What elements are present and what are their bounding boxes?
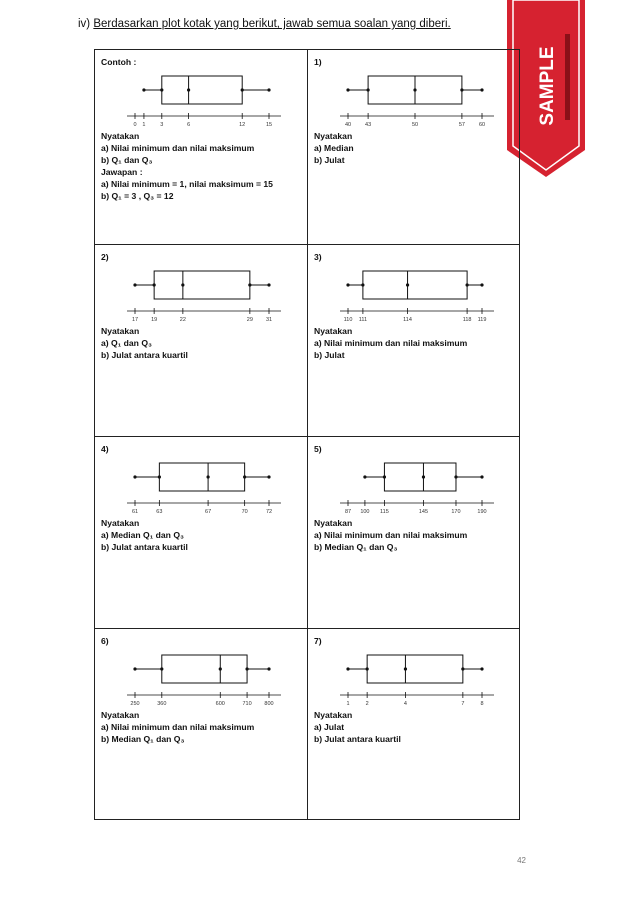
axis-tick-label: 360 (157, 701, 167, 705)
point-q1 (158, 475, 161, 478)
axis-ticks (130, 692, 273, 705)
point-q1 (366, 667, 369, 670)
axis-tick-label: 19 (151, 317, 158, 321)
axis-tick-label: 50 (411, 122, 419, 126)
axis-tick-label: 67 (205, 509, 212, 513)
axis-ticks (344, 308, 487, 321)
point-max (480, 283, 483, 286)
axis-tick-label: 8 (480, 701, 484, 705)
point-q1 (153, 283, 156, 286)
point-median (422, 475, 425, 478)
question-line: Nyatakan (314, 326, 353, 336)
question-text (314, 325, 514, 361)
sample-stamp-text: SAMPLE (537, 46, 558, 126)
point-q3 (243, 475, 246, 478)
point-q3 (460, 88, 463, 91)
point-q3 (241, 88, 244, 91)
question-line: Nyatakan (101, 518, 140, 528)
point-q1 (160, 88, 163, 91)
point-q3 (466, 283, 469, 286)
axis-ticks (345, 113, 485, 126)
question-line: a) Nilai minimum = 1, nilai maksimum = 15 (101, 179, 273, 189)
point-min (346, 88, 349, 91)
question-text (314, 709, 514, 745)
point-q1 (361, 283, 364, 286)
question-cell (308, 629, 520, 820)
point-median (406, 283, 409, 286)
heading-prefix: iv) (78, 18, 94, 30)
axis-tick-label: 100 (360, 509, 370, 513)
axis-tick-label: 2 (365, 701, 369, 705)
axis-tick-label: 115 (380, 509, 389, 513)
axis-tick-label: 1 (346, 701, 350, 705)
question-line: a) Nilai minimum dan nilai maksimum (314, 338, 468, 348)
question-label: 2) (101, 252, 109, 262)
quartile-box (162, 655, 247, 683)
point-median (206, 475, 209, 478)
question-line: Nyatakan (314, 131, 353, 141)
question-line: a) Nilai minimum dan nilai maksimum (314, 530, 468, 540)
question-label: Contoh : (101, 57, 137, 67)
point-median (219, 667, 222, 670)
axis-tick-label: 119 (477, 317, 487, 321)
box-plot (101, 265, 301, 321)
axis-tick-label: 15 (265, 122, 273, 126)
question-line: b) Median Q₁ dan Q₃ (101, 734, 185, 744)
question-text (314, 130, 514, 166)
axis-tick-label: 0 (133, 122, 137, 126)
point-median (413, 88, 416, 91)
axis-tick-label: 110 (343, 317, 353, 321)
point-min (133, 283, 136, 286)
axis-tick-label: 72 (265, 509, 273, 513)
point-min (346, 667, 349, 670)
axis-tick-label: 250 (130, 701, 140, 705)
point-max (480, 475, 483, 478)
axis-tick-label: 111 (358, 317, 368, 321)
question-grid (94, 49, 520, 820)
question-cell (308, 437, 520, 629)
point-max (267, 283, 270, 286)
question-cell (308, 50, 520, 245)
question-line: a) Nilai minimum dan nilai maksimum (101, 722, 255, 732)
question-line: b) Julat (314, 350, 345, 360)
question-line: a) Nilai minimum dan nilai maksimum (101, 143, 255, 153)
axis-ticks (345, 500, 487, 513)
quartile-box (159, 463, 244, 491)
point-min (346, 283, 349, 286)
question-cell (95, 50, 308, 245)
point-min (142, 88, 145, 91)
box-plot (101, 457, 301, 513)
axis-tick-label: 57 (458, 122, 465, 126)
question-label: 4) (101, 444, 109, 454)
question-text (314, 517, 514, 553)
axis-tick-label: 60 (478, 122, 486, 126)
point-min (363, 475, 366, 478)
box-plot (314, 70, 514, 126)
axis-tick-label: 61 (131, 509, 139, 513)
question-line: Nyatakan (314, 710, 353, 720)
box-plot (314, 457, 514, 513)
axis-tick-label: 29 (246, 317, 253, 321)
axis-tick-label: 710 (242, 701, 252, 705)
point-max (267, 667, 270, 670)
axis-tick-label: 145 (418, 509, 429, 513)
axis-tick-label: 118 (462, 317, 472, 321)
axis-tick-label: 800 (264, 701, 274, 705)
question-line: b) Median Q₁ dan Q₃ (314, 542, 398, 552)
box-plot (314, 649, 514, 705)
question-cell (308, 245, 520, 437)
axis-tick-label: 600 (215, 701, 225, 705)
axis-ticks (132, 308, 272, 321)
question-line: b) Q₁ dan Q₃ (101, 155, 153, 165)
question-line: a) Median (314, 143, 354, 153)
question-cell (95, 629, 308, 820)
question-text (101, 325, 301, 361)
axis-tick-label: 70 (241, 509, 248, 513)
point-q1 (160, 667, 163, 670)
axis-tick-label: 3 (160, 122, 164, 126)
quartile-box (384, 463, 456, 491)
question-text (101, 517, 301, 553)
question-line: Nyatakan (101, 131, 140, 141)
question-line: Nyatakan (101, 710, 140, 720)
axis-tick-label: 1 (142, 122, 146, 126)
axis-tick-label: 190 (477, 509, 487, 513)
question-cell (95, 437, 308, 629)
axis-ticks (346, 692, 483, 705)
point-q3 (461, 667, 464, 670)
point-q3 (454, 475, 457, 478)
heading-text: Berdasarkan plot kotak yang berikut, jawab semua soalan yang diberi. (93, 18, 451, 30)
question-line: b) Julat (314, 155, 345, 165)
question-line: a) Julat (314, 722, 345, 732)
box-plot (101, 70, 301, 126)
point-min (133, 475, 136, 478)
axis-tick-label: 114 (403, 317, 412, 321)
page-number: 42 (517, 856, 526, 865)
axis-tick-label: 40 (344, 122, 352, 126)
question-line: b) Julat antara kuartil (314, 734, 401, 744)
quartile-box (154, 271, 250, 299)
question-label: 3) (314, 252, 322, 262)
question-line: Nyatakan (101, 326, 140, 336)
question-line: a) Q₁ dan Q₃ (101, 338, 152, 348)
axis-ticks (133, 113, 272, 126)
question-label: 5) (314, 444, 322, 454)
point-q3 (245, 667, 248, 670)
question-line: Nyatakan (314, 518, 353, 528)
point-median (404, 667, 407, 670)
quartile-box (162, 76, 242, 104)
point-median (181, 283, 184, 286)
question-label: 6) (101, 636, 109, 646)
question-line: b) Q₁ = 3 , Q₃ = 12 (101, 191, 174, 201)
question-line: Jawapan : (101, 167, 143, 177)
question-line: b) Julat antara kuartil (101, 542, 188, 552)
point-median (187, 88, 190, 91)
question-cell (95, 245, 308, 437)
point-q3 (248, 283, 251, 286)
question-label: 1) (314, 57, 322, 67)
axis-tick-label: 170 (451, 509, 461, 513)
point-max (267, 88, 270, 91)
point-max (267, 475, 270, 478)
quartile-box (367, 655, 463, 683)
point-max (480, 88, 483, 91)
axis-tick-label: 22 (179, 317, 186, 321)
box-plot (314, 265, 514, 321)
axis-tick-label: 4 (403, 701, 407, 705)
axis-tick-label: 12 (239, 122, 246, 126)
axis-ticks (132, 500, 272, 513)
point-max (480, 667, 483, 670)
quartile-box (363, 271, 467, 299)
axis-tick-label: 17 (131, 317, 139, 321)
question-label: 7) (314, 636, 322, 646)
question-line: b) Julat antara kuartil (101, 350, 188, 360)
axis-tick-label: 43 (365, 122, 372, 126)
axis-tick-label: 31 (265, 317, 273, 321)
question-text (101, 709, 301, 745)
box-plot (101, 649, 301, 705)
axis-tick-label: 87 (344, 509, 352, 513)
question-text (101, 130, 301, 202)
worksheet-heading (78, 18, 451, 30)
point-q1 (383, 475, 386, 478)
question-line: a) Median Q₁ dan Q₃ (101, 530, 184, 540)
point-q1 (367, 88, 370, 91)
axis-tick-label: 7 (461, 701, 465, 705)
axis-tick-label: 63 (156, 509, 163, 513)
point-min (133, 667, 136, 670)
axis-tick-label: 6 (187, 122, 191, 126)
